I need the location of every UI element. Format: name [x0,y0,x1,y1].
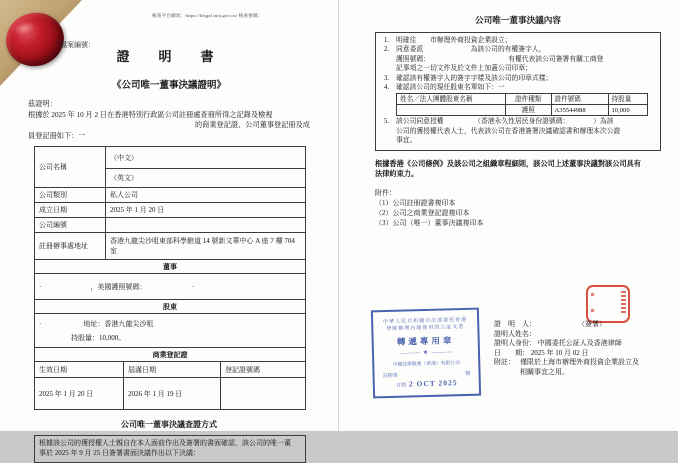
doc-subtitle: 《公司唯一董事決議證明》 [111,81,226,91]
resolution-item-3 [384,74,654,83]
br-expiry-date-value: 2026 年 1 月 19 日 [124,378,221,410]
br-cert-number-header: 登記證號碼 [221,362,306,378]
resolution-content-title: 公司唯一董事決議內容 [475,15,561,25]
stamp-star-divider: ——— ★ ——— [399,349,453,357]
resolution-item-1 [384,36,654,45]
br-effective-date-value: 2025 年 1 月 20 日 [35,378,124,410]
cell-shareholder-name [397,105,506,116]
company-number-value [106,218,306,233]
intro-line-1: 根據於 2025 年 10 月 2 日在香港特別行政區公司註冊處查冊所得之記錄及檢視 [28,110,273,119]
transmittal-stamp [371,308,481,399]
legal-line-2: 法律約束力。 [375,169,419,178]
col-shareholder-name: 姓名／法人團體股東名稱 [397,94,506,105]
certificate-page-1 [0,0,339,457]
cell-shares-held: 10,000 [608,105,647,116]
stamp-date-row [396,378,458,389]
item-2-continuation: 護照號碼： 有權代表該公司簽署有關工商登 [396,55,604,63]
item-text: 該公司同意授權 （香港永久性居民身份證號碼： ）為該 [396,118,614,126]
note-line-2: 相關事宜之用。 [520,367,569,376]
verification-url-note: 核查平台網址：https://hlsgzl.moj.gov.cn/ 核查密碼： [152,13,263,18]
notary-red-seal [586,285,630,323]
stamp-reg-prefix: 註冊第 [382,373,398,380]
intro-line-3: 員登記冊如下：一 [28,131,86,140]
business-registration-table [34,361,306,410]
verification-line-2: 事於 2025 年 9 月 25 日簽署書面決議作出以下決議： [39,448,200,457]
resolution-item-5 [384,117,654,126]
item-text: 確認該有權簽字人的簽字字樣及該公司的印章式樣； [396,74,553,82]
cell-id-type: 護照 [505,105,551,116]
br-expiry-date-header: 屆滿日期 [124,362,221,378]
stamp-company-name: 中國法律服務（香港）有限公司 [392,361,460,368]
col-shares-held: 持股量 [608,94,647,105]
intro-paragraph [28,99,310,141]
item-5-continuation: 公司的獲授權代表人士，代表該公司在香港簽署決議確認書和辦理本次公證 [396,127,621,135]
seal-mark-dot [591,309,594,312]
item-text: 明確往 市辦理外商投資企業設立； [396,37,512,44]
certifier-note-row-2 [494,368,672,378]
certifier-identity-value: 中國委托公証人及香港律師 [537,339,622,348]
doc-title: 證 明 書 [116,49,222,64]
certifier-name-row [494,330,672,340]
item-number: 1. [384,37,390,44]
shareholder-entry [35,314,306,348]
col-id-type: 證件種類 [505,94,551,105]
verification-line-1: 根據該公司的獲授權人士親自在本人面前作出及簽署的書面確認，該公司的唯一董 [39,439,291,447]
company-name-en: （英文） [106,169,306,188]
intro-label: 茲證明： [28,100,57,108]
cell-id-number: A35544988 [551,105,608,116]
verification-method-box [34,435,306,463]
director-entry: · ，美國護照號碼： · [35,274,306,300]
stamp-date-label: 日期 [395,383,407,389]
business-reg-section-header: 商業登記證 [35,348,306,362]
intro-line-2: 的商業登記證、公司董事登記冊及成 [194,121,310,129]
registered-office-label: 註冊辦事處地址 [35,233,106,260]
certifier-date-label: 日 期： [494,348,529,357]
item-number: 4. [384,84,390,92]
stamp-title: 轉遞專用章 [396,335,455,347]
item-2-continuation: 記事項之一切文件及於文件上加蓋公司印章； [396,65,532,73]
legal-line-1: 根據香港《公司條例》及該公司之組織章程細則，該公司上述董事決議對該公司具有 [375,159,641,168]
certificate-page-2 [339,0,678,431]
col-id-number: 證件號碼 [551,94,608,105]
shareholders-section-header: 股東 [35,300,306,314]
certifier-identity-label: 證明人身份： [494,339,536,348]
certifier-block [494,320,672,378]
note-label: 附註： [494,358,515,367]
shareholder-table-row [397,105,648,116]
item-number: 3. [384,74,390,82]
shareholder-address: · 地址：香港九龍尖沙咀 [39,319,154,328]
verification-method-heading: 公司唯一董事決議查證方式 [121,420,217,429]
stamp-reg-suffix: 號 [465,371,471,377]
file-number-label: 檔案編號： [60,41,95,49]
company-info-table [34,146,306,362]
company-type-label: 公司類別 [35,188,106,203]
attachments-label: 附件： [375,188,396,197]
item-text: 確認該公司的現任股東名單如下：一 [396,84,505,92]
attachments-list [375,188,661,228]
company-number-label: 公司編號 [35,218,106,233]
certifier-name-label: 證明人姓名： [494,329,536,338]
certifier-note-row [494,358,672,368]
attachment-item-1: （1）公司註冊證書複印本 [375,198,456,207]
certifier-date-value: 2025 年 10 月 02 日 [530,348,589,357]
br-cert-number-value [221,378,306,410]
item-number: 2. [384,46,390,54]
note-line-1: 僅限於上海市辦理外商投資企業設立及 [520,358,639,367]
attachment-item-2: （2）公司之商業登記證複印本 [375,208,470,217]
item-text: 同意委派 為該公司的有權簽字人， [396,46,546,54]
stamp-date-value: 2 OCT 2025 [408,378,458,389]
incorporation-date-label: 成立日期 [35,203,106,218]
item-number: 5. [384,118,390,126]
resolution-item-2 [384,45,654,54]
stamp-header-line-1: 中華人民共和國司法部委托香港 [383,317,468,326]
shareholder-shares: 持股量：10,000。 [71,333,126,342]
directors-section-header: 董事 [35,260,306,274]
resolution-box [375,32,661,151]
certifier-identity-row [494,339,672,349]
stamp-header-line-2: 律師辦理內地使用的公証文書 [386,324,465,333]
note-spacer [494,368,520,378]
resolution-item-4 [384,83,654,92]
certifier-person-row [494,320,672,330]
attachment-item-3: （3）公司（唯一）董事決議複印本 [375,218,484,227]
company-name-cn: （中文） [106,147,306,169]
signature-note: （簽署） [578,320,606,328]
current-shareholders-table [396,93,648,116]
registered-office-value: 香港九龍尖沙咀東部科學館道 14 號新文華中心 A 座 7 樓 704 室 [106,233,306,260]
certifier-date-row [494,349,672,359]
incorporation-date-value: 2025 年 1 月 20 日 [106,203,306,218]
br-effective-date-header: 生效日期 [35,362,124,378]
company-type-value: 私人公司 [106,188,306,203]
certifier-person-label: 證 明 人： [494,320,536,328]
company-name-label: 公司名稱 [35,147,106,188]
seal-mark-dot [591,293,594,296]
legal-effect-paragraph [375,159,661,179]
seal-character-marks [621,291,626,315]
item-5-continuation: 事宜。 [396,137,417,145]
